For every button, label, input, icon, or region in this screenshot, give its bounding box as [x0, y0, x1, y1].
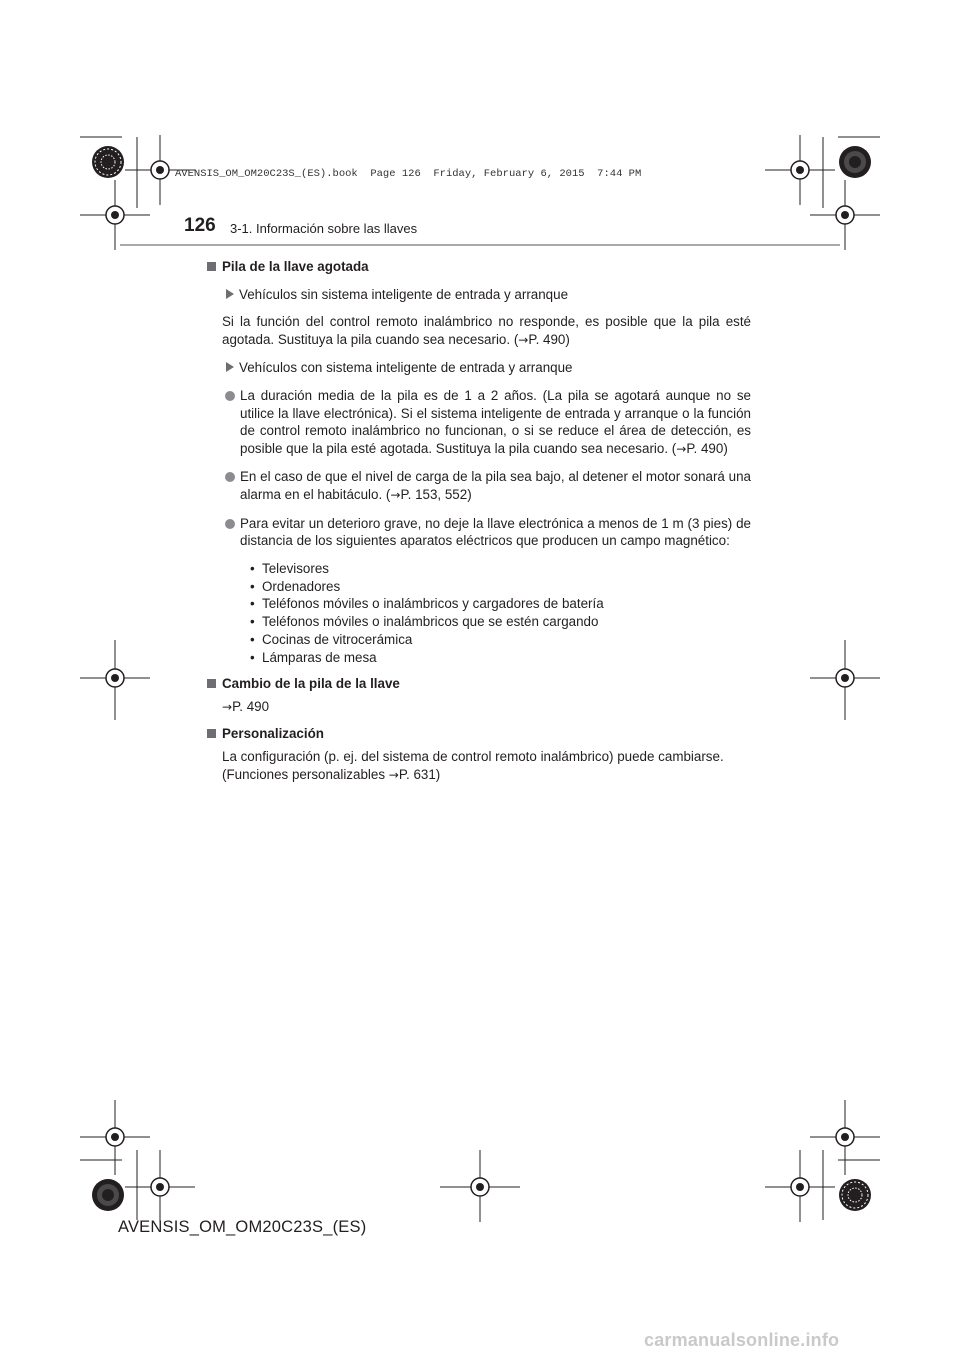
right-arrow-icon: →: [222, 700, 233, 715]
site-watermark: carmanualsonline.info: [644, 1330, 840, 1350]
section-title: 3-1. Información sobre las llaves: [230, 221, 418, 236]
right-arrow-icon: →: [388, 767, 399, 782]
header-rule: [120, 244, 840, 246]
subsection-con-sistema: Vehículos con sistema inteligente de entrada y arranque: [207, 359, 751, 377]
page-reference-link[interactable]: P. 631): [398, 766, 441, 782]
right-arrow-icon: →: [518, 332, 529, 347]
square-bullet-icon: [207, 262, 216, 271]
page-reference-link[interactable]: P. 490: [232, 699, 270, 715]
section-heading-cambio-pila: Cambio de la pila de la llave: [207, 675, 751, 693]
paragraph-sin-sistema: Si la función del control remoto inalámbrico no responde, es posible que la pila esté agotada. Sustituya la pila cuando sea necesario. (→P. 490): [222, 314, 751, 347]
page-reference-link[interactable]: P. 490: [528, 331, 566, 347]
bullet-evitar-deterioro: Para evitar un deterioro grave, no deje la llave electrónica a menos de 1 m (3 pies) de distancia de los siguientes aparatos eléctricos que producen un campo magnético:: [207, 515, 751, 550]
section-heading-pila-agotada: Pila de la llave agotada: [207, 258, 751, 276]
triangle-bullet-icon: [226, 289, 234, 299]
reference-cambio-pila: [207, 698, 751, 717]
list-item: • Ordenadores: [250, 578, 341, 594]
book-stamp: AVENSIS_OM_OM20C23S_(ES).book Page 126 Friday, February 6, 2015 7:44 PM: [175, 168, 642, 180]
device-list: [207, 560, 751, 667]
list-item: • Teléfonos móviles o inalámbricos y cargadores de batería: [250, 596, 604, 612]
square-bullet-icon: [207, 729, 216, 738]
paragraph-personalizacion: La configuración (p. ej. del sistema de control remoto inalámbrico) puede cambiarse. (Funciones personalizables →P. 631): [222, 749, 724, 782]
page-reference-link[interactable]: P. 153, 552: [400, 486, 468, 502]
list-item: • Cocinas de vitrocerámica: [250, 631, 413, 647]
round-bullet-icon: [225, 519, 235, 529]
page-reference-link[interactable]: P. 490: [686, 440, 724, 456]
right-arrow-icon: →: [390, 487, 401, 502]
round-bullet-icon: [225, 391, 235, 401]
subsection-sin-sistema: Vehículos sin sistema inteligente de entrada y arranque: [207, 286, 751, 304]
bullet-duracion-pila: La duración media de la pila es de 1 a 2 años. (La pila se agotará aunque no se utilice la llave electrónica). Si el sistema inteligente de entrada y arranque o la función de control remoto inalámbrico no funcionan, o si se reduce el área de detección, es posible que la pila esté agotada. Sustituya la pila cuando sea necesario. (→P. 490): [207, 387, 751, 458]
list-item: • Televisores: [250, 560, 329, 576]
footer-document-code: AVENSIS_OM_OM20C23S_(ES): [118, 1218, 367, 1236]
triangle-bullet-icon: [226, 362, 234, 372]
right-arrow-icon: →: [676, 441, 687, 456]
section-heading-personalizacion: Personalización: [207, 725, 751, 743]
page-number: 126: [184, 215, 216, 236]
page-content: [207, 254, 751, 784]
square-bullet-icon: [207, 679, 216, 688]
list-item: • Teléfonos móviles o inalámbricos que se estén cargando: [250, 614, 599, 630]
list-item: • Lámparas de mesa: [250, 649, 377, 665]
bullet-nivel-carga: En el caso de que el nivel de carga de la pila sea bajo, al detener el motor sonará una alarma en el habitáculo. (→P. 153, 552): [207, 468, 751, 504]
round-bullet-icon: [225, 472, 235, 482]
